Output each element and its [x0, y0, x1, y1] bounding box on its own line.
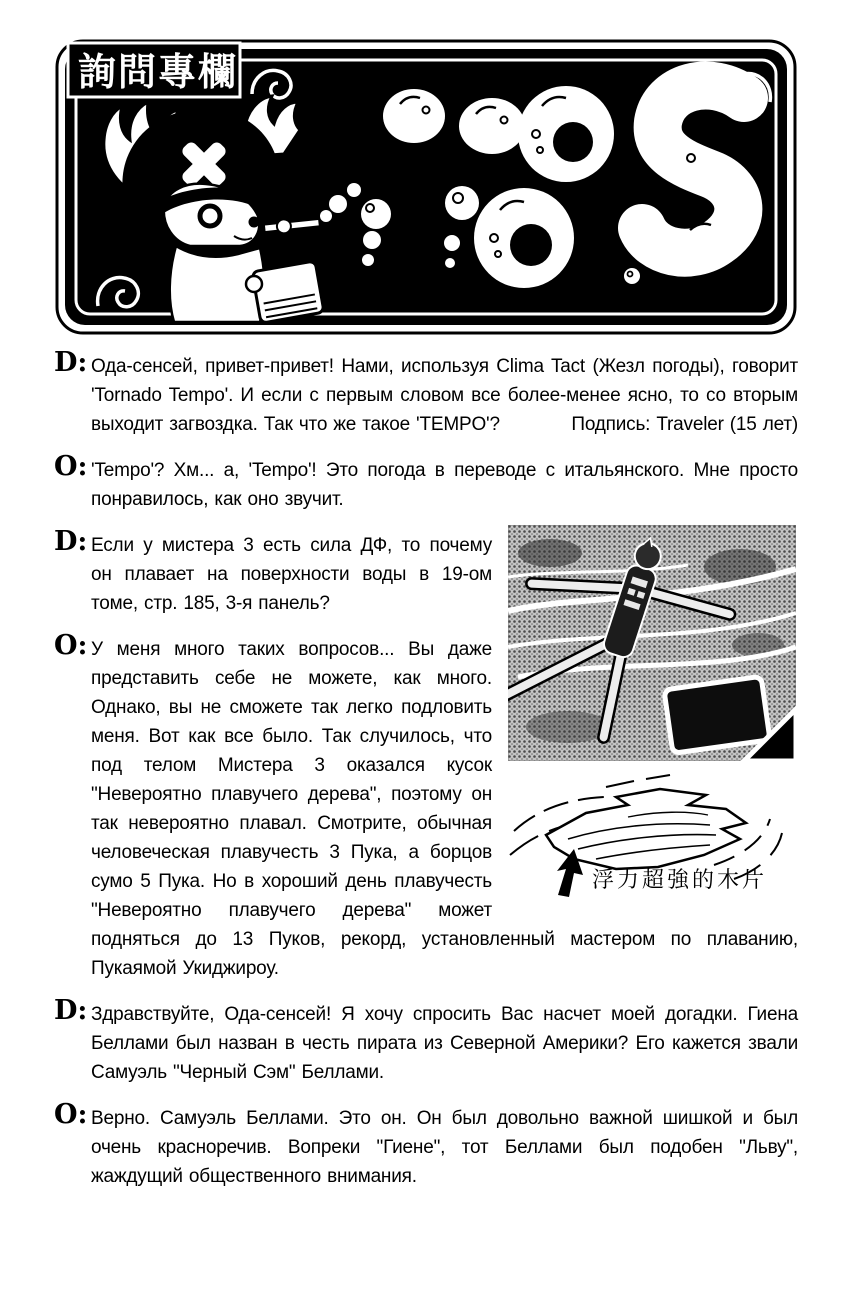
chopper-nose [249, 217, 260, 228]
chopper-hoof [246, 276, 262, 292]
question-marker: D: [54, 526, 88, 557]
answer-marker: O: [54, 451, 88, 482]
question-signature: Подпись: Traveler (15 лет) [571, 414, 798, 435]
answer-text: 'Tempo'? Хм... а, 'Tempo'! Это погода в переводе с итальянского. Мне просто понравилось, как оно звучит. [91, 460, 798, 510]
answer-block-1 [54, 451, 798, 514]
answer-marker: O: [54, 630, 88, 661]
question-text: Здравствуйте, Ода-сенсей! Я хочу спросить Вас насчет моей догадки. Гиена Беллами был назван в честь пирата из Северной Америки? Его кажется звали Самуэль "Черный Сэм" Беллами. [91, 1004, 798, 1083]
question-marker: D: [54, 347, 88, 378]
wood-chip-caption-cjk: 浮力超強的木片 [592, 868, 768, 893]
banner-art [54, 38, 798, 336]
answer-marker: O: [54, 1099, 88, 1130]
answer-text: Верно. Самуэль Беллами. Это он. Он был довольно важной шишкой и был очень красноречив. Вопреки "Гиене", тот Беллами был подобен "Льву", жаждущий общественного внимания. [91, 1108, 798, 1187]
qa-content [54, 347, 798, 1208]
question-text: Если у мистера 3 есть сила ДФ, то почему он плавает на поверхности воды в 19-ом томе, стр. 185, 3-я панель? [91, 535, 492, 614]
banner-title-cjk: 詢問專欄 [78, 50, 239, 94]
question-text: Ода-сенсей, привет-привет! Нами, используя Clima Tact (Жезл погоды), говорит 'Tornado Tempo'. И если с первым словом все более-менее ясно, то со вторым выходит загвоздка. Так что же такое 'TEMPO'? [91, 356, 798, 435]
answer-block-2 [54, 630, 798, 983]
question-block-2 [54, 526, 798, 618]
question-block-3 [54, 995, 798, 1087]
sbs-header-banner [54, 38, 798, 336]
soap-mug [252, 261, 324, 323]
question-marker: D: [54, 995, 88, 1026]
chopper-eye [200, 206, 220, 226]
question-block-1 [54, 347, 798, 439]
answer-block-3 [54, 1099, 798, 1191]
answer-text: У меня много таких вопросов... Вы даже представить себе не можете, как много. Однако, вы не сможете так легко подловить меня. Вот как все было. Так случилось, что под телом Мистера 3 оказался кусок "Невероятно плавучего дерева", поэтому он так невероятно плавал. Смотрите, обычная человеческая плавучесть 3 Пука, а борцов сумо 5 Пука. Но в хороший день плавучесть "Невероятно плавучего дерева" может подняться до 13 Пуков, рекорд, установленный мастером по плаванию, Пукаямой Укиджироу. [91, 639, 798, 979]
